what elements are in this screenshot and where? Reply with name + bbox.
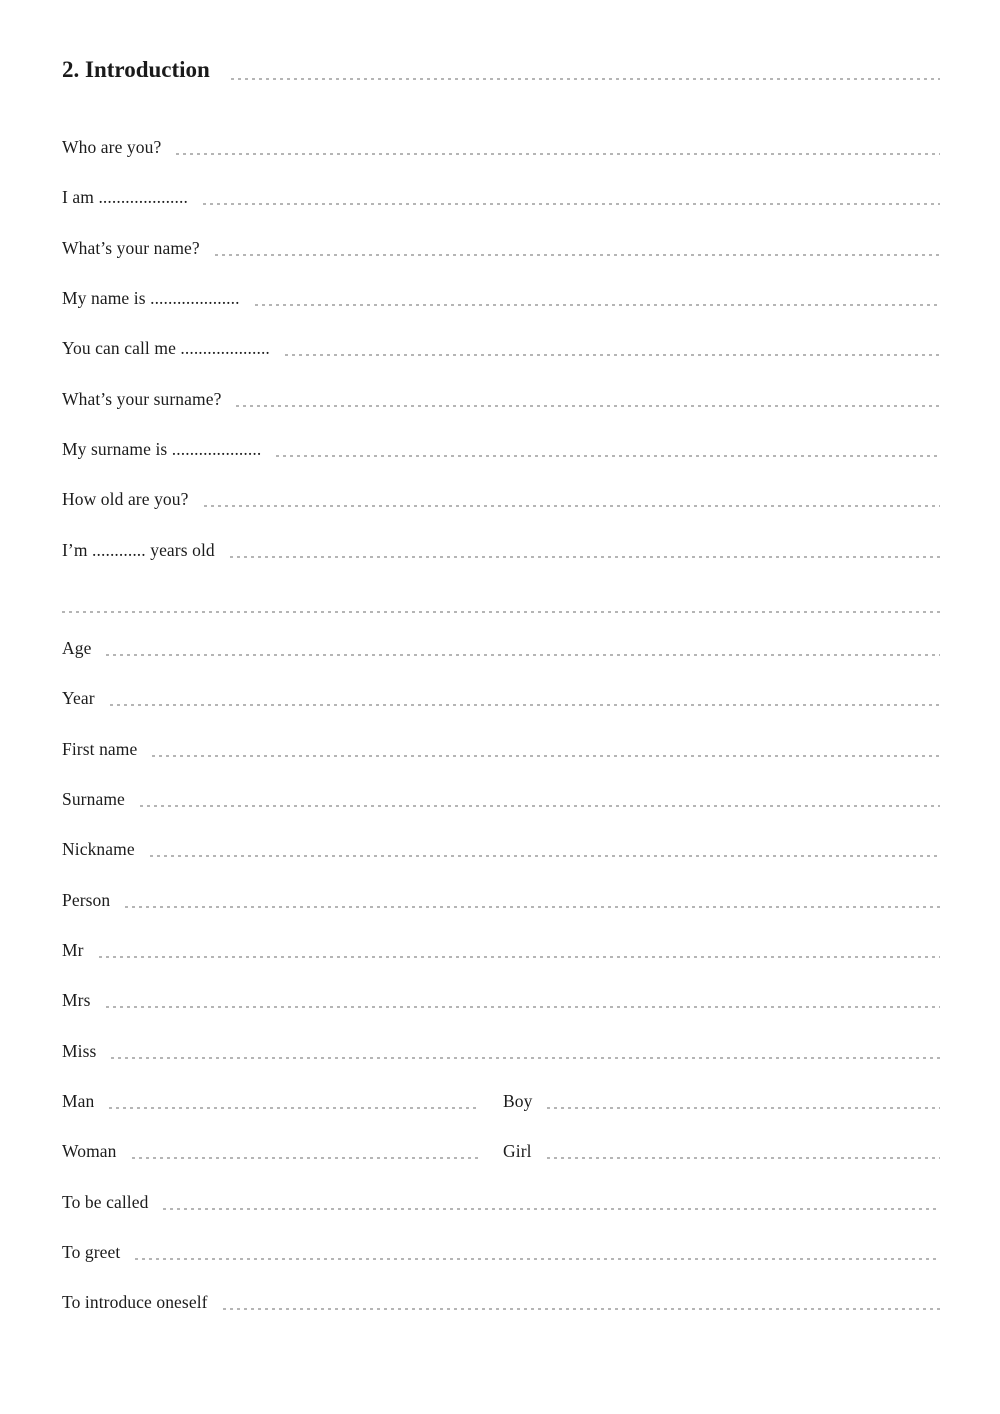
vocab-label: Woman [62, 1141, 117, 1161]
write-line [236, 405, 940, 407]
title-write-line [231, 78, 940, 80]
write-line [140, 805, 940, 807]
write-line [110, 704, 940, 706]
write-line [203, 203, 940, 205]
write-line [230, 556, 940, 558]
vocab-row [62, 890, 940, 911]
dialogue-row [62, 187, 940, 208]
phrase-label: You can call me .................... [62, 338, 270, 358]
vocab-pair-row [62, 1141, 940, 1162]
write-line [106, 1006, 941, 1008]
verb-label: To introduce oneself [62, 1292, 208, 1312]
vocab-row [62, 1041, 940, 1062]
dialogue-row [62, 137, 940, 158]
vocab-pair-right [503, 1141, 940, 1162]
dialogue-row [62, 338, 940, 359]
vocab-pair-right [503, 1091, 940, 1112]
page-title: 2. Introduction [62, 57, 210, 82]
write-line [204, 505, 941, 507]
write-line [109, 1107, 480, 1109]
title-row [62, 55, 940, 85]
write-line [99, 956, 940, 958]
vocab-row [62, 940, 940, 961]
verb-row [62, 1192, 940, 1213]
write-line [547, 1157, 940, 1159]
vocab-row [62, 990, 940, 1011]
write-line [255, 304, 940, 306]
vocab-label: Nickname [62, 839, 135, 859]
dialogue-row [62, 389, 940, 410]
phrase-label: I am .................... [62, 187, 188, 207]
vocab-row [62, 638, 940, 659]
vocab-label: First name [62, 739, 138, 759]
dialogue-row [62, 540, 940, 561]
vocab-pair-left [62, 1091, 480, 1112]
write-line [163, 1208, 940, 1210]
verb-label: To be called [62, 1192, 149, 1212]
write-line [150, 855, 940, 857]
write-line [135, 1258, 940, 1260]
write-line [223, 1308, 940, 1310]
write-line [152, 755, 940, 757]
vocab-label: Person [62, 890, 111, 910]
write-line [276, 455, 940, 457]
phrase-label: What’s your name? [62, 238, 200, 258]
vocab-label: Miss [62, 1041, 97, 1061]
write-line [111, 1057, 940, 1059]
vocab-label: Year [62, 688, 95, 708]
verb-row [62, 1292, 940, 1313]
write-line [176, 153, 940, 155]
vocab-label: Mrs [62, 990, 91, 1010]
vocab-label: Girl [503, 1141, 532, 1161]
phrase-label: My name is .................... [62, 288, 240, 308]
vocab-label: Surname [62, 789, 125, 809]
phrase-label: My surname is .................... [62, 439, 262, 459]
vocab-row [62, 789, 940, 810]
dialogue-row [62, 288, 940, 309]
vocab-pair-row [62, 1091, 940, 1112]
dialogue-row [62, 238, 940, 259]
write-line [125, 906, 940, 908]
vocab-row [62, 688, 940, 709]
verb-row [62, 1242, 940, 1263]
write-line [215, 254, 940, 256]
vocab-pair-left [62, 1141, 480, 1162]
vocab-row [62, 839, 940, 860]
write-line [132, 1157, 481, 1159]
phrase-label: I’m ............ years old [62, 540, 215, 560]
vocab-label: Boy [503, 1091, 533, 1111]
verb-label: To greet [62, 1242, 121, 1262]
write-line [106, 654, 940, 656]
vocab-label: Age [62, 638, 92, 658]
dialogue-row [62, 489, 940, 510]
dialogue-row [62, 439, 940, 460]
phrase-label: How old are you? [62, 489, 189, 509]
section-separator-write-line [62, 611, 940, 613]
write-line [285, 354, 940, 356]
phrase-label: Who are you? [62, 137, 162, 157]
write-line [547, 1107, 940, 1109]
vocab-label: Man [62, 1091, 95, 1111]
vocab-label: Mr [62, 940, 84, 960]
vocab-row [62, 739, 940, 760]
phrase-label: What’s your surname? [62, 389, 222, 409]
